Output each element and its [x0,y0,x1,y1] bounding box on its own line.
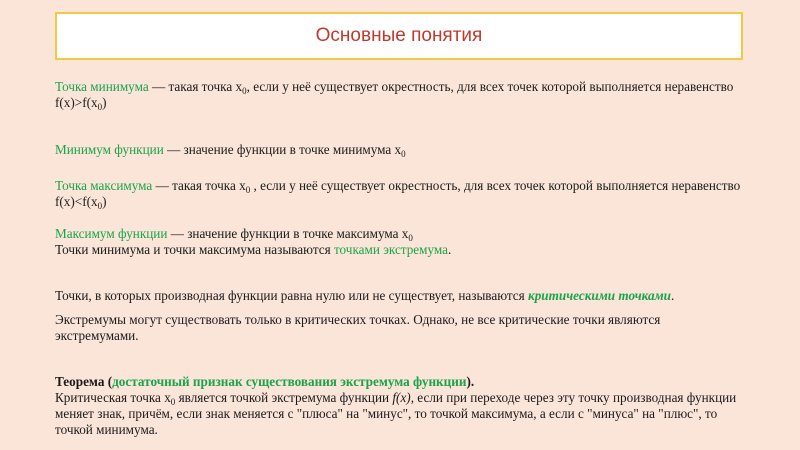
text: — значение функции в точке минимума x [163,142,402,157]
subscript: 0 [170,397,176,407]
text: . [448,242,452,257]
definition-critical-points [55,288,745,304]
definition-min-function [55,142,745,158]
extremum-note [55,312,745,344]
text: , если у неё существует окрестность, для всех точек которой выполняется неравенство f(x)<f(x [55,178,741,209]
text: . [670,288,675,303]
subscript: 0 [97,201,103,211]
definition-max-point [55,178,745,210]
text: ) [102,95,107,110]
text: ). [466,374,475,389]
term-min-function: Минимум функции [55,142,164,157]
text: ( [104,374,113,389]
term-max-function: Максимум функции [55,226,168,241]
term-sufficient-condition: достаточный признак существования экстремума функции [112,374,467,389]
page-title: Основные понятия [315,25,483,46]
text: , если при переходе через эту точку производная функции меняет знак, причём, если знак меняется с "плюса" на "минус", то точкой максимума, а если с "минуса" на "плюс", то точкой минимума. [55,390,737,437]
text: Критическая точка x [55,390,171,405]
function-fx: f(x) [392,390,411,405]
definition-min-point [55,79,745,111]
term-min-point: Точка минимума [55,79,149,94]
subscript: 0 [408,233,413,243]
term-critical-points: критическими точками [528,288,671,303]
theorem-label: Теорема [55,374,105,389]
term-extremum-points: точками экстремума [333,242,449,257]
subscript: 0 [97,102,103,112]
definition-max-function [55,226,745,258]
text: ) [102,194,107,209]
subscript: 0 [242,86,247,96]
text: , если у неё существует окрестность, для всех точек которой выполняется неравенство f(x)>f(x [55,79,734,110]
theorem [55,374,745,438]
text: Точки, в которых производная функции равна нулю или не существует, называются [55,288,529,303]
title-box [55,12,743,60]
text: Экстремумы могут существовать только в критических точках. Однако, не все критические точки являются экстремумами. [55,312,661,343]
subscript: 0 [401,149,406,159]
text: — такая точка x [152,178,246,193]
text: — значение функции в точке максимума x [167,226,409,241]
text: Точки минимума и точки максимума называются [55,242,334,257]
term-max-point: Точка максимума [55,178,153,193]
text: — такая точка x [148,79,243,94]
text: является точкой экстремума функции [175,390,393,405]
subscript: 0 [245,185,251,195]
